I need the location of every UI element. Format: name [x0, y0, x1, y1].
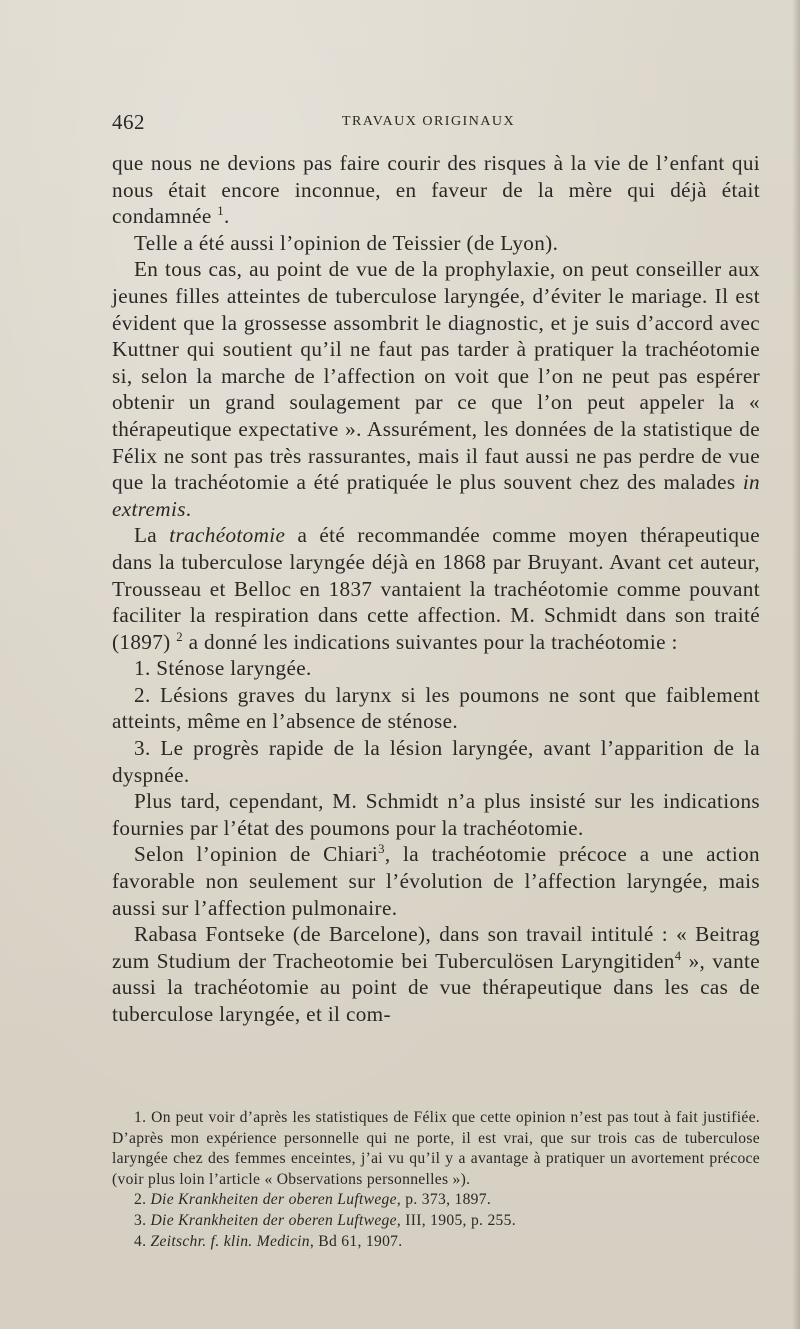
paragraph-5: Plus tard, cependant, M. Schmidt n’a plus insisté sur les indications fournies par l’état des poumons pour la trachéotomie. [112, 789, 760, 840]
paragraph-1 [112, 150, 760, 230]
footnotes [112, 1108, 760, 1252]
footnote-4-number: 4. [134, 1232, 147, 1250]
paragraph-3-end: . [185, 496, 192, 521]
list-item-3: 3. Le progrès rapide de la lésion laryngée, avant l’apparition de la dyspnée. [112, 736, 760, 787]
paragraph-4-text: a été recommandée comme moyen thérapeutique dans la tuberculose laryngée déjà en 1868 par Bruyant. Avant cet auteur, Trousseau et Belloc en 1837 vantaient la trachéotomie comme pouvant faciliter la respiration dans cette affection. M. Schmidt dans son traité (1897) [112, 523, 760, 654]
main-text [112, 150, 760, 1028]
paragraph-4-start: La [134, 523, 158, 548]
paragraph-3 [112, 256, 760, 522]
paragraph-6 [112, 841, 760, 921]
footnote-3 [112, 1211, 760, 1232]
paragraph-7-start: Rabasa Fontseke (de Barcelone), dans son travail intitulé : « Beitrag zum Studium der Tracheotomie bei Tuberculösen Laryngitiden [112, 922, 760, 973]
paragraph-7 [112, 921, 760, 1027]
paragraph-1-end: . [224, 204, 230, 229]
list-item-1: 1. Sténose laryngée. [134, 656, 312, 681]
footnote-ref-2: 2 [176, 629, 183, 644]
page-edge-shadow [792, 0, 800, 1329]
footnote-1: 1. On peut voir d’après les statistiques de Félix que cette opinion n’est pas tout à fait justifiée. D’après mon expérience personnelle qui ne porte, il est vrai, que sur trois cas de tuberculose laryngée chez des femmes enceintes, j’ai vu qu’il y a avantage à pratiquer un avortement précoce (voir plus loin l’article « Observations personnelles »). [112, 1109, 760, 1188]
footnote-3-number: 3. [134, 1211, 147, 1229]
paragraph-1-text: que nous ne devions pas faire courir des risques à la vie de l’enfant qui nous était encore inconnue, en faveur de la mère qui déjà était condamnée [112, 151, 760, 229]
footnote-2-title: Die Krankheiten der oberen Luftwege [150, 1191, 397, 1209]
paragraph-2: Telle a été aussi l’opinion de Teissier (de Lyon). [134, 230, 559, 255]
footnote-3-title: Die Krankheiten der oberen Luftwege [150, 1211, 397, 1229]
paragraph-4-italic: trachéotomie [169, 523, 286, 548]
paragraph-3-italic: in extremis [112, 470, 760, 521]
footnote-4-title: Zeitschr. f. klin. Medicin [150, 1232, 310, 1250]
paragraph-6-start: Selon l’opinion de Chiari [134, 842, 379, 867]
running-header [112, 110, 767, 136]
footnote-2 [112, 1190, 760, 1211]
running-title: TRAVAUX ORIGINAUX [342, 114, 516, 129]
paragraph-4 [112, 522, 760, 655]
footnote-2-number: 2. [134, 1191, 147, 1209]
footnote-4 [112, 1232, 760, 1253]
page-number: 462 [112, 110, 145, 134]
paragraph-6-end: , la trachéotomie précoce a une action favorable non seulement sur l’évolution de l’affection laryngée, mais aussi sur l’affection pulmonaire. [112, 842, 761, 920]
footnote-ref-1: 1 [217, 204, 224, 219]
footnote-ref-4: 4 [674, 948, 682, 963]
paragraph-4-end: a donné les indications suivantes pour la trachéotomie : [188, 629, 678, 654]
footnote-ref-3: 3 [378, 842, 385, 857]
footnote-2-details: , p. 373, 1897. [396, 1191, 492, 1209]
list-item-2: 2. Lésions graves du larynx si les poumons ne sont que faiblement atteints, même en l’absence de sténose. [112, 682, 760, 734]
paragraph-7-end: », vante aussi la trachéotomie au point de vue thérapeutique dans les cas de tuberculose laryngée, et il com- [112, 948, 760, 1026]
paragraph-3-text: En tous cas, au point de vue de la prophylaxie, on peut conseiller aux jeunes filles atteintes de tuberculose laryngée, d’éviter le mariage. Il est évident que la grossesse assombrit le diagnostic, et je suis d’accord avec Kuttner qui soutient qu’il ne faut pas tarder à pratiquer la trachéotomie si, selon la marche de l’affection on voit que l’on ne peut pas espérer obtenir un grand soulagement par ce que l’on peut appeler la « thérapeutique expectative ». Assurément, les données de la statistique de Félix ne sont pas très rassurantes, mais il faut aussi ne pas perdre de vue que la trachéotomie a été pratiquée le plus souvent chez des malades [112, 257, 760, 495]
footnote-3-details: , III, 1905, p. 255. [396, 1211, 516, 1229]
footnote-4-details: , Bd 61, 1907. [309, 1232, 403, 1250]
